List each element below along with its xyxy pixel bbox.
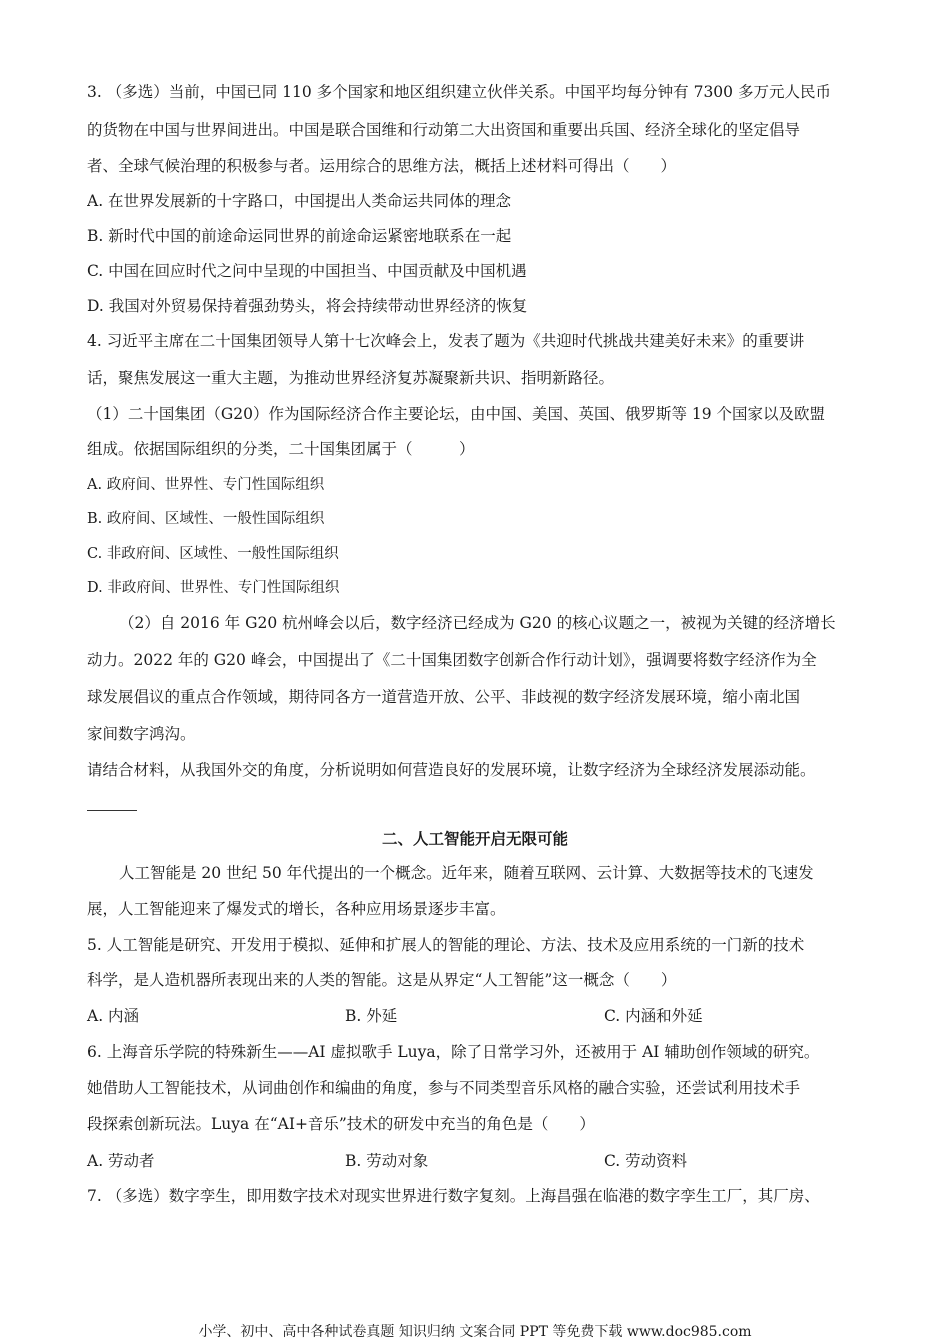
q4-option-b: B. 政府间、区域性、一般性国际组织 xyxy=(87,511,325,527)
q4-sub2-line: （2）自 2016 年 G20 杭州峰会以后，数字经济已经成为 G20 的核心议题之一，被视为关键的经济增长 xyxy=(119,614,836,632)
q5-option-a: A. 内涵 xyxy=(87,1007,140,1025)
q3-option-c: C. 中国在回应时代之问中呈现的中国担当、中国贡献及中国机遇 xyxy=(87,262,527,280)
q4-stem-line: 4. 习近平主席在二十国集团领导人第十七次峰会上，发表了题为《共迎时代挑战共建美好未来》的重要讲 xyxy=(87,332,805,350)
section-intro-line: 展，人工智能迎来了爆发式的增长，各种应用场景逐步丰富。 xyxy=(87,900,506,918)
q7-stem-line: 7. （多选）数字孪生，即用数字技术对现实世界进行数字复刻。上海昌强在临港的数字孪生工厂，其厂房、 xyxy=(87,1187,820,1205)
q6-stem-line: 段探索创新玩法。Luya 在“AI+音乐”技术的研发中充当的角色是（ ） xyxy=(87,1115,595,1133)
q4-sub1-line: （1）二十国集团（G20）作为国际经济合作主要论坛，由中国、美国、英国、俄罗斯等 19 个国家以及欧盟 xyxy=(87,405,826,423)
section-intro-line: 人工智能是 20 世纪 50 年代提出的一个概念。近年来，随着互联网、云计算、大数据等技术的飞速发 xyxy=(119,864,814,882)
section-title: 二、人工智能开启无限可能 xyxy=(381,830,568,848)
q3-option-b: B. 新时代中国的前途命运同世界的前途命运紧密地联系在一起 xyxy=(87,227,512,245)
q4-sub2-line: 球发展倡议的重点合作领域，期待同各方一道营造开放、公平、非歧视的数字经济发展环境，缩小南北国 xyxy=(87,688,801,706)
q3-option-d: D. 我国对外贸易保持着强劲势头，将会持续带动世界经济的恢复 xyxy=(87,297,528,315)
q3-option-a: A. 在世界发展新的十字路口，中国提出人类命运共同体的理念 xyxy=(87,192,512,210)
q6-stem-line: 6. 上海音乐学院的特殊新生——AI 虚拟歌手 Luya，除了日常学习外，还被用于 AI 辅助创作领域的研究。 xyxy=(87,1043,820,1061)
q4-option-a: A. 政府间、世界性、专门性国际组织 xyxy=(87,477,325,493)
q3-stem-line: 3. （多选）当前，中国已同 110 多个国家和地区组织建立伙伴关系。中国平均每分钟有 7300 多万元人民币 xyxy=(87,83,831,101)
q4-option-c: C. 非政府间、区域性、一般性国际组织 xyxy=(87,546,339,562)
q5-stem-line: 5. 人工智能是研究、开发用于模拟、延伸和扩展人的智能的理论、方法、技术及应用系统的一门新的技术 xyxy=(87,936,805,954)
q4-option-d: D. 非政府间、世界性、专门性国际组织 xyxy=(87,580,340,596)
q3-stem-line: 者、全球气候治理的积极参与者。运用综合的思维方法，概括上述材料可得出（ ） xyxy=(87,157,677,175)
q6-option-a: A. 劳动者 xyxy=(87,1152,155,1170)
q4-sub2-line: 动力。2022 年的 G20 峰会，中国提出了《二十国集团数字创新合作行动计划》，强调要将数字经济作为全 xyxy=(87,651,817,669)
footer-text: 小学、初中、高中各种试卷真题 知识归纳 文案合同 PPT 等免费下载 www.doc985.com xyxy=(198,1324,752,1340)
q5-option-c: C. 内涵和外延 xyxy=(604,1007,703,1025)
answer-blank-line xyxy=(87,810,137,811)
q4-stem-line: 话，聚焦发展这一重大主题，为推动世界经济复苏凝聚新共识、指明新路径。 xyxy=(87,369,615,387)
q4-sub2-line: 家间数字鸿沟。 xyxy=(87,725,196,743)
q5-stem-line: 科学，是人造机器所表现出来的人类的智能。这是从界定“人工智能”这一概念（ ） xyxy=(87,971,677,989)
q6-option-c: C. 劳动资料 xyxy=(604,1152,688,1170)
q4-sub2-question: 请结合材料，从我国外交的角度，分析说明如何营造良好的发展环境，让数字经济为全球经济发展添动能。 xyxy=(87,761,816,779)
q3-stem-line: 的货物在中国与世界间进出。中国是联合国维和行动第二大出资国和重要出兵国、经济全球化的坚定倡导 xyxy=(87,121,801,139)
q4-sub1-line: 组成。依据国际组织的分类，二十国集团属于（ ） xyxy=(87,440,475,458)
q5-option-b: B. 外延 xyxy=(345,1007,398,1025)
q6-stem-line: 她借助人工智能技术，从词曲创作和编曲的角度，参与不同类型音乐风格的融合实验，还尝试利用技术手 xyxy=(87,1079,801,1097)
q6-option-b: B. 劳动对象 xyxy=(345,1152,429,1170)
